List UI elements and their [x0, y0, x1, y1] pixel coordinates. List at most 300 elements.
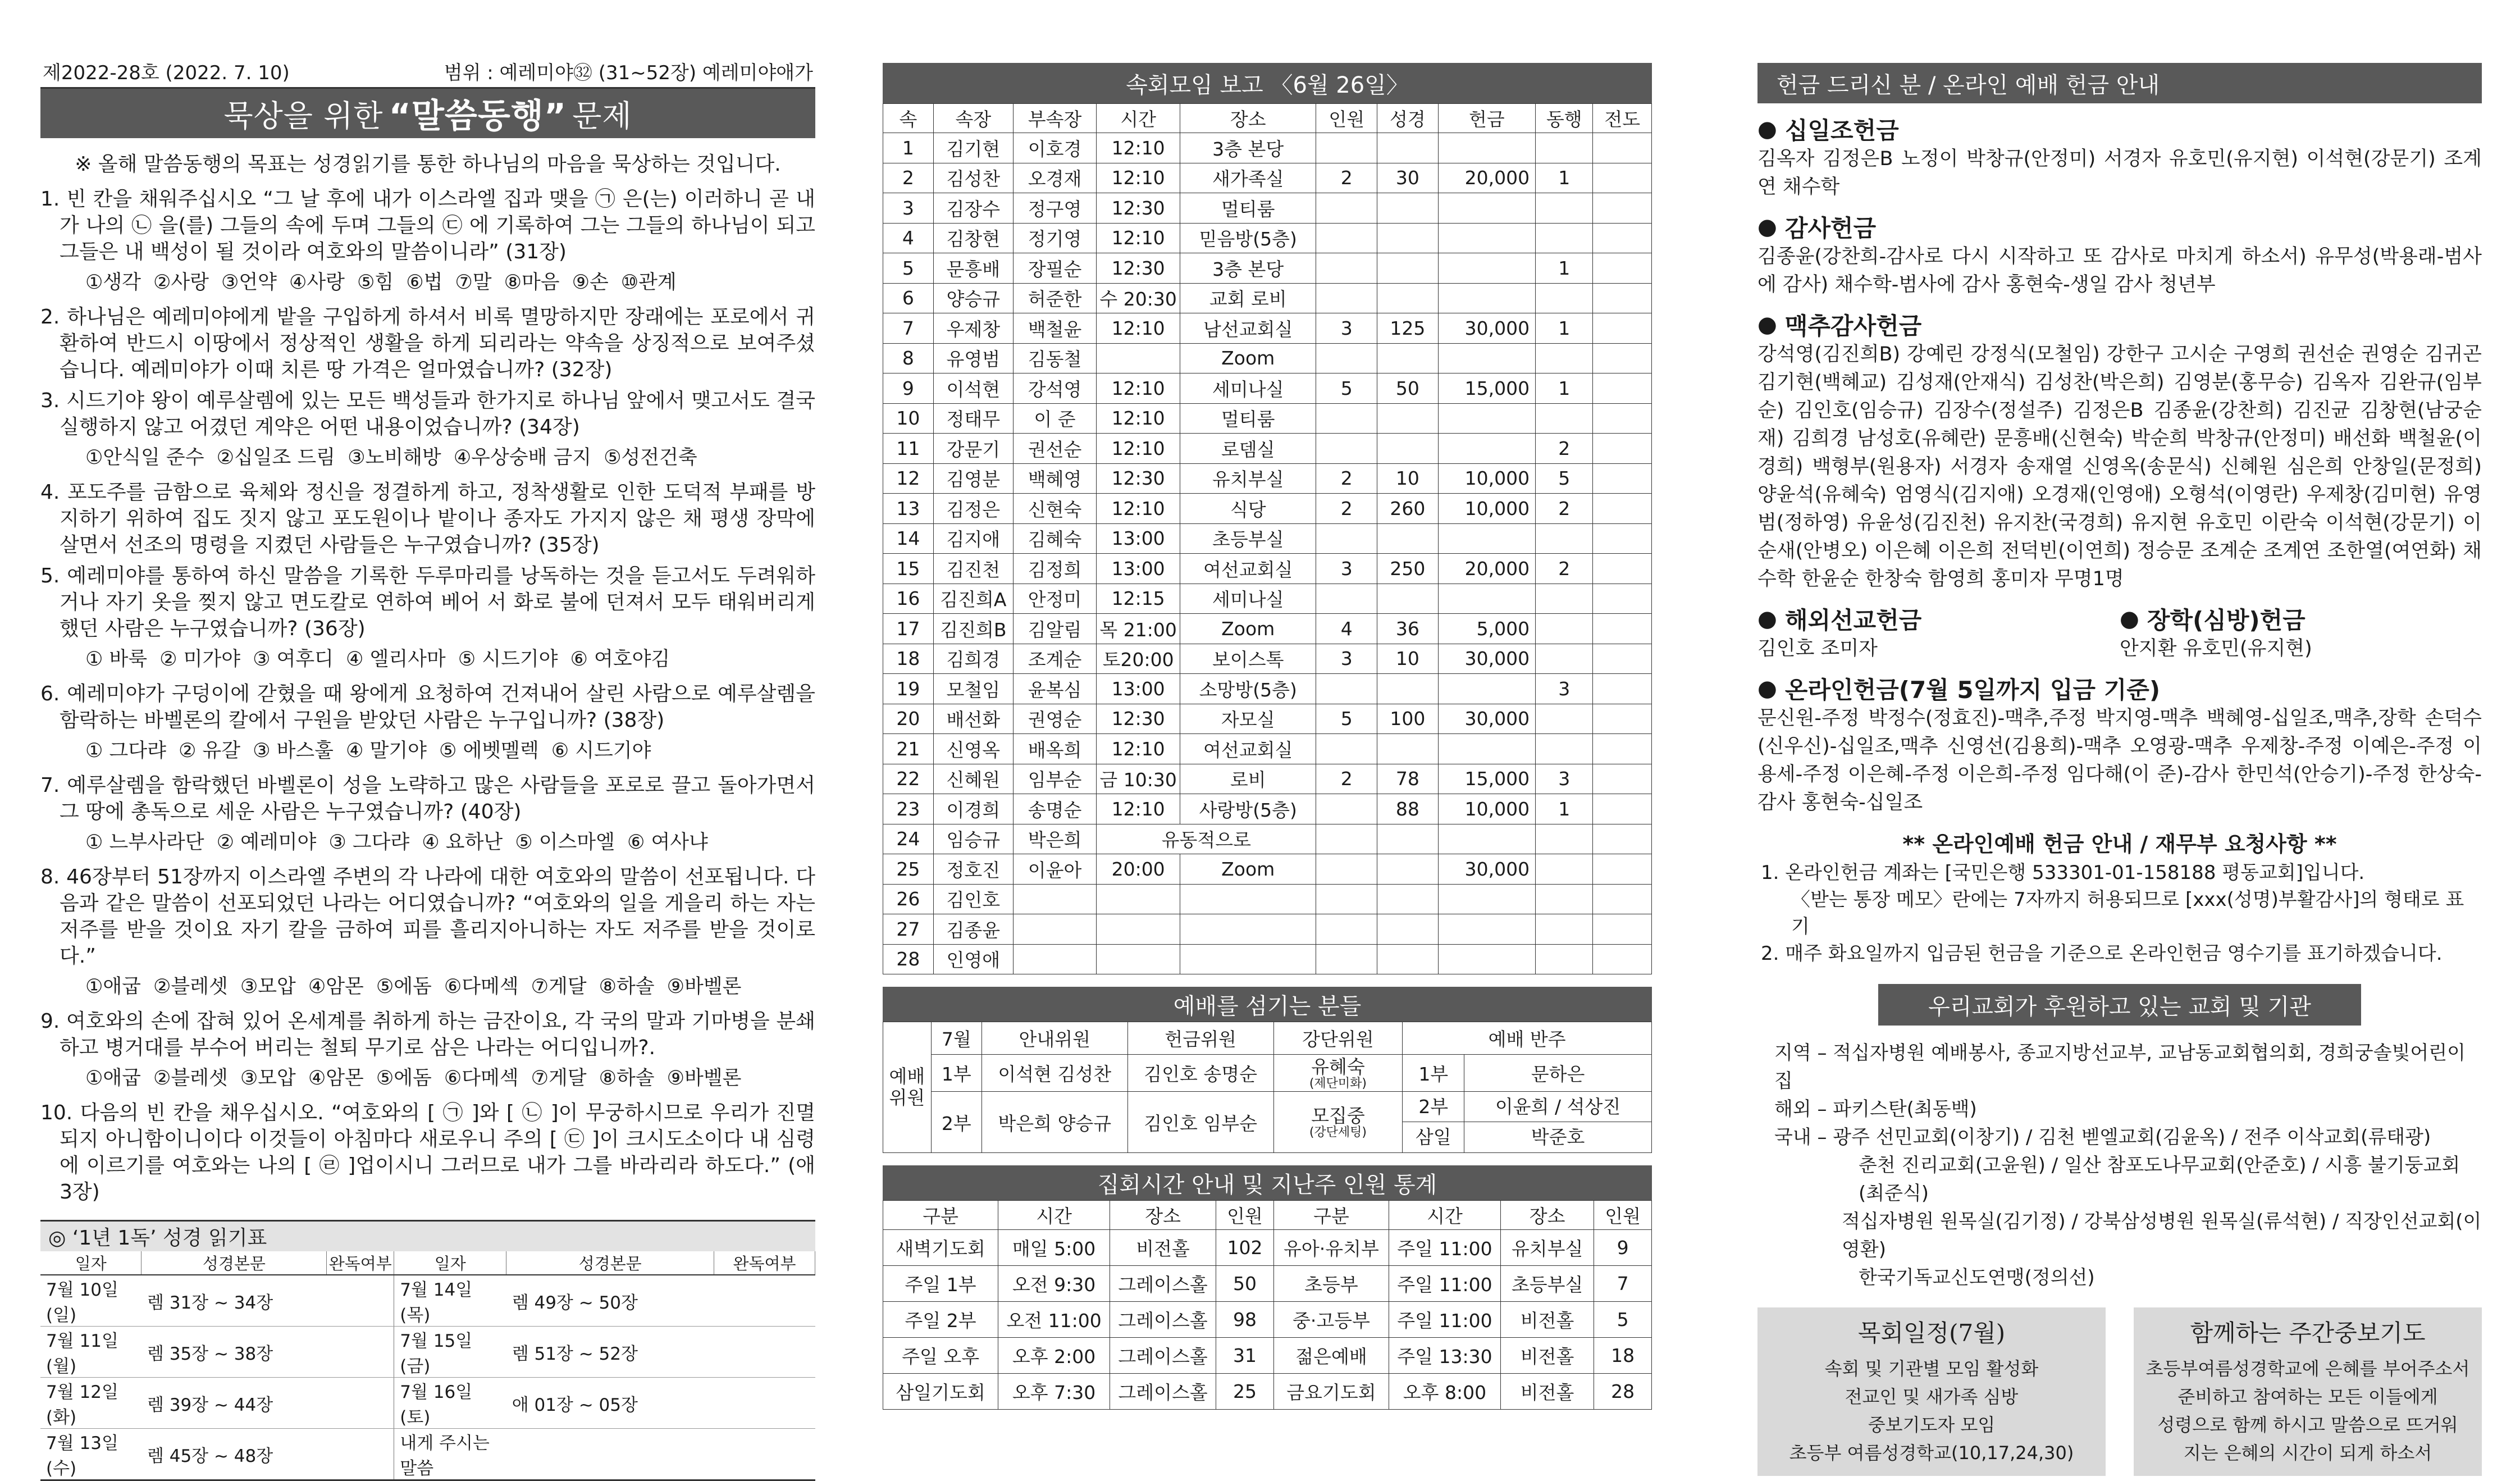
option: ⑧하솔	[599, 1067, 655, 1090]
report-cell: 250	[1377, 554, 1439, 584]
question-options	[40, 738, 815, 764]
option: ⑤에돔	[376, 1067, 432, 1090]
mission-names: 김인호 조미자	[1757, 637, 1878, 660]
report-cell: 10,000	[1438, 794, 1535, 824]
report-cell	[1593, 614, 1652, 644]
stats-cell: 주일 11:00	[1389, 1230, 1501, 1266]
report-cell	[1316, 434, 1377, 464]
bible-cell: 7월 11일(월)	[40, 1327, 141, 1378]
question-options	[40, 445, 815, 471]
stats-cell: 오후 7:30	[998, 1374, 1110, 1410]
report-cell: 5	[1316, 373, 1377, 404]
report-cell: 사랑방(5층)	[1180, 794, 1316, 824]
option: ① 바룩	[85, 648, 148, 671]
option: ⑤성전건축	[604, 446, 697, 469]
report-cell: 13:00	[1097, 523, 1180, 554]
report-cell: 유치부실	[1180, 463, 1316, 494]
option: ④사랑	[289, 271, 345, 294]
altar-2: 모집중 (강단세팅)	[1273, 1092, 1403, 1153]
report-cell	[1316, 794, 1377, 824]
report-cell: 12	[883, 463, 934, 494]
report-cell: 23	[883, 794, 934, 824]
report-cell	[1316, 884, 1377, 914]
report-cell	[1593, 434, 1652, 464]
worship-servers-table	[883, 1022, 1652, 1153]
report-cell	[1536, 854, 1593, 885]
question-options	[40, 270, 815, 296]
report-row	[883, 253, 1652, 284]
report-cell: 2	[1316, 163, 1377, 193]
report-cell: 정기영	[1013, 223, 1096, 253]
report-cell	[1438, 523, 1535, 554]
report-cell	[1593, 794, 1652, 824]
report-header: 성경	[1377, 104, 1439, 133]
stats-cell: 98	[1216, 1302, 1274, 1338]
altar-header: 강단위원	[1273, 1022, 1403, 1055]
report-cell: 10,000	[1438, 463, 1535, 494]
report-cell: 20:00	[1097, 854, 1180, 885]
report-cell	[1593, 494, 1652, 524]
report-cell: 배옥희	[1013, 734, 1096, 764]
report-cell: 12:10	[1097, 313, 1180, 344]
cell-group-report-table	[883, 103, 1652, 974]
report-row	[883, 584, 1652, 614]
report-header: 속장	[933, 104, 1013, 133]
option: ①애굽	[85, 976, 141, 998]
report-cell: 20,000	[1438, 554, 1535, 584]
report-cell	[1536, 343, 1593, 373]
report-cell: 30,000	[1438, 704, 1535, 734]
stats-cell: 102	[1216, 1230, 1274, 1266]
report-cell: 신현숙	[1013, 494, 1096, 524]
report-cell	[1593, 223, 1652, 253]
report-cell: 소망방(5층)	[1180, 674, 1316, 704]
report-cell: 수 20:30	[1097, 283, 1180, 313]
pastoral-item: 속회 및 기관별 모임 활성화	[1824, 1358, 2039, 1379]
report-cell	[1593, 253, 1652, 284]
option: ②십일조 드림	[216, 446, 336, 469]
report-cell	[1377, 283, 1439, 313]
report-cell	[1536, 824, 1593, 854]
report-cell	[1536, 283, 1593, 313]
report-cell	[1593, 283, 1652, 313]
report-cell	[1097, 944, 1180, 974]
stats-header: 장소	[1500, 1201, 1594, 1230]
report-cell: 15	[883, 554, 934, 584]
report-row	[883, 163, 1652, 193]
report-cell	[1536, 133, 1593, 163]
option: ② 미가야	[159, 648, 241, 671]
bible-cell	[714, 1327, 815, 1378]
question-2: 2. 하나님은 예레미야에게 밭을 구입하게 하셔서 비록 멸망하지만 장래에는 포로에서 귀환하여 반드시 이땅에서 정상적인 생활을 하게 되리라는 약속을 상징적으로 보여주셨습니다. 예레미야가 이때 치른 땅 가격은 얼마였습니까? (32장)	[40, 306, 815, 381]
report-cell: 김진천	[933, 554, 1013, 584]
bible-cell	[714, 1275, 815, 1327]
report-cell	[1593, 313, 1652, 344]
question-list	[40, 186, 815, 1205]
report-cell	[1438, 674, 1535, 704]
report-cell: 25	[883, 854, 934, 885]
option: ⑤ 에벳멜렉	[439, 740, 539, 762]
report-cell: 30,000	[1438, 313, 1535, 344]
report-cell	[1438, 824, 1535, 854]
report-cell: 12:30	[1097, 704, 1180, 734]
report-cell: 2	[1316, 764, 1377, 794]
report-cell: 2	[1316, 494, 1377, 524]
report-cell: 12:10	[1097, 373, 1180, 404]
report-cell	[1593, 133, 1652, 163]
report-cell	[1316, 854, 1377, 885]
option: ④ 요하난	[422, 831, 503, 854]
stats-cell: 유아·유치부	[1273, 1230, 1389, 1266]
bullet-icon: ●	[1757, 606, 1777, 632]
bible-cell: 렘 35장 ~ 38장	[141, 1327, 327, 1378]
report-cell: 보이스톡	[1180, 644, 1316, 674]
report-row	[883, 463, 1652, 494]
stats-cell: 주일 오후	[883, 1338, 998, 1374]
option: ①애굽	[85, 1067, 141, 1090]
meditation-column	[40, 63, 815, 1481]
report-title: 속회모임 보고 〈6월 26일〉	[883, 63, 1652, 103]
report-cell: 이경희	[933, 794, 1013, 824]
bible-header: 완독여부	[327, 1251, 394, 1275]
stats-cell: 그레이스홀	[1110, 1266, 1216, 1302]
report-cell: 2	[883, 163, 934, 193]
bible-cell: 애 01장 ~ 05장	[506, 1378, 714, 1429]
report-cell	[1438, 403, 1535, 434]
stats-cell: 비전홀	[1110, 1230, 1216, 1266]
option: ① 느부사라단	[85, 831, 204, 854]
report-cell	[1316, 734, 1377, 764]
stats-cell: 그레이스홀	[1110, 1302, 1216, 1338]
report-cell: 김정은	[933, 494, 1013, 524]
stats-cell: 초등부	[1273, 1266, 1389, 1302]
stats-header: 시간	[998, 1201, 1110, 1230]
bible-row	[40, 1429, 815, 1480]
report-cell: 12:10	[1097, 403, 1180, 434]
report-cell	[1180, 884, 1316, 914]
report-cell: 12:10	[1097, 223, 1180, 253]
bible-cell: 렘 39장 ~ 44장	[141, 1378, 327, 1429]
scholar-names: 안지환 유호민(유지현)	[2120, 637, 2312, 660]
report-row	[883, 854, 1652, 885]
report-cell	[1316, 253, 1377, 284]
report-cell: 8	[883, 343, 934, 373]
option: ⑦게달	[531, 976, 587, 998]
report-cell: 2	[1536, 434, 1593, 464]
worship-month: 7월	[931, 1022, 981, 1055]
report-cell	[1593, 854, 1652, 885]
stats-cell: 삼일기도회	[883, 1374, 998, 1410]
support-local: 지역 – 적십자병원 예배봉사, 종교지방선교부, 교남동교회협의회, 경희궁솔빛어린이집	[1774, 1042, 2466, 1092]
report-cell: Zoom	[1180, 614, 1316, 644]
report-row	[883, 283, 1652, 313]
stats-cell: 50	[1216, 1266, 1274, 1302]
report-cell: 1	[1536, 794, 1593, 824]
report-row	[883, 944, 1652, 974]
report-cell: 세미나실	[1180, 584, 1316, 614]
pastoral-item: 초등부 여름성경학교(10,17,24,30)	[1789, 1442, 2074, 1464]
report-header: 장소	[1180, 104, 1316, 133]
reading-range: 범위 : 예레미야㉜ (31~52장) 예레미야애가	[444, 62, 813, 84]
option: ③모압	[240, 976, 296, 998]
report-cell: 임부순	[1013, 764, 1096, 794]
question-3: 3. 시드기야 왕이 예루살렘에 있는 모든 백성들과 한가지로 하나님 앞에서 맺고서도 결국 실행하지 않고 어겼던 계약은 어떤 내용이었습니까? (34장)	[40, 389, 815, 439]
report-cell	[1438, 253, 1535, 284]
report-cell	[1377, 133, 1439, 163]
report-cell: 오경재	[1013, 163, 1096, 193]
bible-row	[40, 1378, 815, 1429]
accompany-header: 예배 반주	[1403, 1022, 1652, 1055]
report-cell: 박은희	[1013, 824, 1096, 854]
report-row	[883, 373, 1652, 404]
report-cell: 1	[1536, 373, 1593, 404]
report-cell	[1377, 403, 1439, 434]
wheat-heading: ● 맥추감사헌금	[1757, 312, 1922, 340]
report-cell	[1438, 133, 1535, 163]
worship-servers-title: 예배를 섬기는 분들	[883, 987, 1652, 1022]
stats-cell: 비전홀	[1500, 1374, 1594, 1410]
mission-heading: ● 해외선교헌금	[1757, 606, 1922, 634]
stats-cell: 주일 11:00	[1389, 1266, 1501, 1302]
report-cell: 멀티룸	[1180, 403, 1316, 434]
report-cell: 김성찬	[933, 163, 1013, 193]
report-cell: 자모실	[1180, 704, 1316, 734]
report-cell: 3	[883, 193, 934, 224]
accompany-label-2: 2부 삼일	[1403, 1092, 1464, 1153]
stats-cell: 금요기도회	[1273, 1374, 1389, 1410]
option: ⑦게달	[531, 1067, 587, 1090]
report-cell: 28	[883, 944, 934, 974]
report-cell	[1377, 584, 1439, 614]
bible-cell: 7월 13일(수)	[40, 1429, 141, 1480]
option: ② 유갈	[178, 740, 241, 762]
pastoral-schedule-box	[1757, 1307, 2106, 1476]
stats-row	[883, 1266, 1652, 1302]
report-cell: 7	[883, 313, 934, 344]
report-cell: 백철윤	[1013, 313, 1096, 344]
report-cell	[1536, 944, 1593, 974]
accompany-1: 문하은	[1464, 1055, 1652, 1092]
option: ⑤ 이스마엘	[515, 831, 615, 854]
report-cell	[1180, 944, 1316, 974]
report-cell: 김종윤	[933, 914, 1013, 945]
option: ② 예레미야	[216, 831, 317, 854]
report-cell: 4	[883, 223, 934, 253]
stats-cell: 새벽기도회	[883, 1230, 998, 1266]
report-cell	[1097, 914, 1180, 945]
option: ④ 엘리사마	[346, 648, 446, 671]
report-cell: 모철임	[933, 674, 1013, 704]
stats-header: 시간	[1389, 1201, 1501, 1230]
report-cell: 78	[1377, 764, 1439, 794]
option: ③ 그다랴	[328, 831, 410, 854]
tithe-names: 김옥자 김정은B 노정이 박창규(안정미) 서경자 유호민(유지현) 이석현(강문기) 조계연 채수학	[1757, 148, 2482, 198]
report-cell: 2	[1536, 494, 1593, 524]
report-cell	[1013, 914, 1096, 945]
guide-1: 이석현 김성찬	[981, 1055, 1127, 1092]
report-row	[883, 614, 1652, 644]
option: ⑥ 여호야김	[570, 648, 670, 671]
report-cell: 5,000	[1438, 614, 1535, 644]
report-cell: 10	[883, 403, 934, 434]
wheat-names: 강석영(김진희B) 강예린 강정식(모철임) 강한구 고시순 구영희 권선순 권영순 김귀곤 김기현(백혜교) 김성재(안재식) 김성찬(박은희) 김영분(홍무승) 김옥자 김완규(임부순) 김인호(임승규) 김장수(정설주) 김정은B 김종윤(강찬희) 김진균 김창현(남궁순재) 김희경 남성호(유혜란) 문흥배(신현숙) 박순희 박창규(안정미) 배선화 백철윤(이경희) 백형부(원용자) 서경자 송재열 신영옥(송문식) 신혜원 심은희 안창일(문정희) 양윤석(유혜숙) 엄영식(김지애) 오경재(인영애) 오형석(이영란) 우제창(김미현) 유영범(정하영) 유윤성(김진천) 유지찬(국경희) 유지현 유호민 이란숙 이석현(강문기) 이순새(안병오) 이은혜 이은희 전덕빈(이연희) 정승문 조계순 조계연 조한열(여연화) 채수학 한윤순 한창숙 함영희 홍미자 무명1명	[1757, 343, 2482, 590]
report-cell: 260	[1377, 494, 1439, 524]
report-cell: 허준한	[1013, 283, 1096, 313]
pastoral-item: 중보기도자 모임	[1868, 1414, 1996, 1436]
report-cell	[1593, 704, 1652, 734]
report-cell: 14	[883, 523, 934, 554]
report-cell	[1316, 403, 1377, 434]
question-options	[40, 830, 815, 856]
stats-cell: 오전 9:30	[998, 1266, 1110, 1302]
bible-cell: 렘 49장 ~ 50장	[506, 1275, 714, 1327]
report-cell: 목 21:00	[1097, 614, 1180, 644]
report-cell: 13:00	[1097, 674, 1180, 704]
report-cell: 22	[883, 764, 934, 794]
report-cell: 김영분	[933, 463, 1013, 494]
report-cell: 3층 본당	[1180, 133, 1316, 163]
prayer-title: 함께하는 주간중보기도	[2190, 1319, 2426, 1347]
bible-cell: 7월 14일 (목)	[394, 1275, 506, 1327]
report-cell: 로뎀실	[1180, 434, 1316, 464]
report-cell	[1316, 343, 1377, 373]
report-cell: 100	[1377, 704, 1439, 734]
pastoral-item: 전교인 및 새가족 심방	[1845, 1386, 2019, 1407]
report-cell: 정태무	[933, 403, 1013, 434]
notice-title: ** 온라인예배 헌금 안내 / 재무부 요청사항 **	[1902, 832, 2337, 856]
report-cell: 12:10	[1097, 734, 1180, 764]
report-cell	[1536, 193, 1593, 224]
report-cell: 권영순	[1013, 704, 1096, 734]
report-cell	[1593, 193, 1652, 224]
report-cell	[1438, 884, 1535, 914]
report-cell: 3층 본당	[1180, 253, 1316, 284]
report-cell: 12:30	[1097, 193, 1180, 224]
report-cell: 6	[883, 283, 934, 313]
stats-cell: 그레이스홀	[1110, 1338, 1216, 1374]
report-cell	[1593, 163, 1652, 193]
meeting-stats-table	[883, 1200, 1652, 1410]
report-cell: 12:10	[1097, 133, 1180, 163]
online-names: 문신원-주정 박정수(정효진)-맥추,주정 박지영-맥추 백혜영-십일조,맥추,장학 손덕수(신우신)-십일조,맥추 신영선(김용희)-맥추 오영광-맥추 우제창-주정 이예은-주정 이용세-주정 이은혜-주정 이은희-주정 임다해(이 준)-감사 한민석(안승기)-주정 한상숙-감사 홍현숙-십일조	[1757, 707, 2482, 814]
report-cell	[1377, 223, 1439, 253]
report-cell	[1377, 824, 1439, 854]
report-cell	[1013, 884, 1096, 914]
issue-line	[40, 63, 815, 89]
report-cell: 윤복심	[1013, 674, 1096, 704]
report-cell	[1593, 674, 1652, 704]
report-cell: 12:10	[1097, 163, 1180, 193]
report-cell: 12:30	[1097, 463, 1180, 494]
report-cell: 50	[1377, 373, 1439, 404]
report-cell	[1593, 554, 1652, 584]
report-cell: 새가족실	[1180, 163, 1316, 193]
report-cell: 30,000	[1438, 644, 1535, 674]
prayer-line: 초등부여름성경학교에 은혜를 부어주소서	[2145, 1358, 2470, 1379]
offering-1: 김인호 송명순	[1127, 1055, 1273, 1092]
report-cell: 양승규	[933, 283, 1013, 313]
report-cell: 3	[1316, 313, 1377, 344]
bible-cell: 7월 16일 (토)	[394, 1378, 506, 1429]
report-cell: 로비	[1180, 764, 1316, 794]
option: ③모압	[240, 1067, 296, 1090]
report-cell: 김지애	[933, 523, 1013, 554]
question-5: 5. 예레미야를 통하여 하신 말씀을 기록한 두루마리를 낭독하는 것을 듣고서도 두려워하거나 자기 옷을 찢지 않고 면도칼로 연하여 베어 서 화로 불에 던져서 모두 태워버리게 했던 사람은 누구였습니까? (36장)	[40, 564, 815, 640]
report-cell	[1438, 914, 1535, 945]
report-cell: 정호진	[933, 854, 1013, 885]
report-row	[883, 884, 1652, 914]
report-cell	[1438, 343, 1535, 373]
report-row	[883, 193, 1652, 224]
report-cell: 21	[883, 734, 934, 764]
report-cell: 세미나실	[1180, 373, 1316, 404]
report-cell	[1316, 824, 1377, 854]
support-domestic-3: 적십자병원 원목실(김기정) / 강북삼성병원 원목실(류석현) / 직장인선교회(이영환)	[1842, 1210, 2482, 1261]
report-cell	[1593, 403, 1652, 434]
stats-cell: 초등부실	[1500, 1266, 1594, 1302]
notice-1b: 〈받는 통장 메모〉란에는 7자까지 허용되므로 [xxx(성명)부활감사]의 형태로 표기	[1791, 888, 2464, 938]
report-cell	[1377, 343, 1439, 373]
report-cell	[1593, 944, 1652, 974]
option: ⑥다메섹	[444, 976, 519, 998]
report-cell: 김정희	[1013, 554, 1096, 584]
option: ⑥다메섹	[444, 1067, 519, 1090]
bible-cell: 내게 주시는 말씀	[394, 1429, 506, 1480]
question-10: 10. 다음의 빈 칸을 채우십시오. “여호와의 [ ㉠ ]와 [ ㉡ ]이 무궁하시므로 우리가 진멸되지 아니함이니이다 이것들이 아침마다 새로우니 주의 [ ㉢ ]이 크시도소이다 내 심령에 이르기를 여호와는 나의 [ ㉣ ]업이시니 그러므로 내가 그를 바라리라 하도다.” (애3장)	[40, 1101, 815, 1204]
stats-row	[883, 1302, 1652, 1338]
schedule-boxes	[1757, 1307, 2482, 1476]
report-cell	[1438, 193, 1535, 224]
report-cell	[1536, 523, 1593, 554]
report-cell	[1536, 584, 1593, 614]
bible-cell: 7월 15일 (금)	[394, 1327, 506, 1378]
report-cell	[1377, 523, 1439, 554]
bible-header: 성경본문	[506, 1251, 714, 1275]
accompany-label-1: 1부	[1403, 1055, 1464, 1092]
prayer-box	[2134, 1307, 2482, 1476]
question-7: 7. 예루살렘을 함락했던 바벨론이 성을 노략하고 많은 사람들을 포로로 끌고 돌아가면서 그 땅에 총독으로 세운 사람은 누구였습니까? (40장)	[40, 774, 815, 823]
tithe-heading: ● 십일조헌금	[1757, 116, 1899, 144]
report-row	[883, 554, 1652, 584]
report-cell: 1	[883, 133, 934, 163]
report-cell: 신영옥	[933, 734, 1013, 764]
guide-2: 박은희 양승규	[981, 1092, 1127, 1153]
bible-cell	[327, 1429, 394, 1480]
report-cell	[1593, 884, 1652, 914]
scholar-heading: ● 장학(심방)헌금	[2120, 606, 2306, 634]
bible-cell	[714, 1429, 815, 1480]
question-9: 9. 여호와의 손에 잡혀 있어 온세계를 취하게 하는 금잔이요, 각 국의 말과 기마병을 분쇄하고 병거대를 부수어 버리는 철퇴 무기로 삼은 나라는 어디입니까?.	[40, 1010, 815, 1059]
report-cell	[1316, 523, 1377, 554]
support-domestic-4: 한국기독교신도연맹(정의선)	[1859, 1266, 2095, 1289]
support-overseas: 해외 – 파키스탄(최동백)	[1774, 1098, 1977, 1120]
question-4: 4. 포도주를 금함으로 육체와 정신을 정결하게 하고, 정착생활로 인한 도덕적 부패를 방지하기 위하여 집도 짓지 않고 포도원이나 밭이나 종자도 가지지 않은 채 평생 장막에 살면서 선조의 명령을 지켰던 사람들은 누구였습니까? (35장)	[40, 481, 815, 557]
report-row	[883, 704, 1652, 734]
service-1: 1부	[931, 1055, 981, 1092]
report-cell: Zoom	[1180, 854, 1316, 885]
report-row	[883, 734, 1652, 764]
bible-cell: 7월 10일(일)	[40, 1275, 141, 1327]
option: ⑤에돔	[376, 976, 432, 998]
report-cell	[1593, 523, 1652, 554]
offering-column	[1757, 63, 2482, 1476]
stats-row	[883, 1338, 1652, 1374]
option: ①생각	[85, 271, 141, 294]
service-2: 2부	[931, 1092, 981, 1153]
prayer-line: 성령으로 함께 하시고 말씀으로 뜨거워	[2157, 1414, 2458, 1436]
report-cell: 송명순	[1013, 794, 1096, 824]
question-8: 8. 46장부터 51장까지 이스라엘 주변의 각 나라에 대한 여호와의 말씀이 선포됩니다. 다음과 같은 말씀이 선포되었던 나라는 어디였습니까? “여호와의 일을 게을리 하는 자는 저주를 받을 것이요 자기 칼을 금하여 피를 흘리지아니하는 자도 저주를 받을 것이로다.”	[40, 865, 815, 968]
